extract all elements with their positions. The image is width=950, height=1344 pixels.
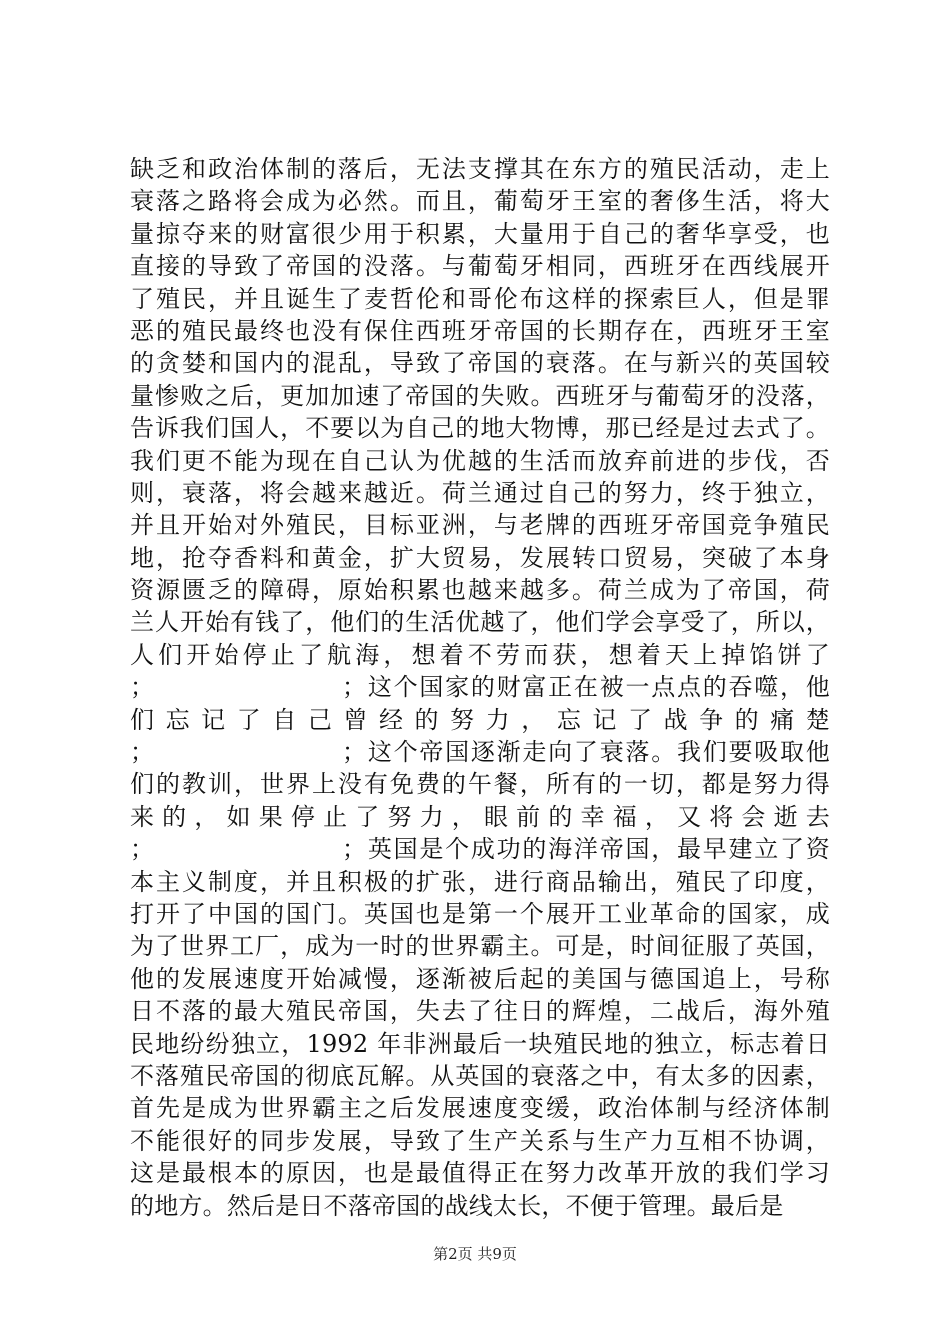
text-line: 这是最根本的原因，也是最值得正在努力改革开放的我们学习 (130, 1159, 830, 1188)
text-line: 地，抢夺香料和黄金，扩大贸易，发展转口贸易，突破了本身 (130, 543, 830, 572)
text-line: 本主义制度，并且积极的扩张，进行商品输出，殖民了印度， (130, 867, 830, 896)
text-line: 日不落的最大殖民帝国，失去了往日的辉煌，二战后，海外殖 (130, 997, 830, 1026)
text-line: 人们开始停止了航海，想着不劳而获，想着天上掉馅饼了 (130, 640, 830, 669)
text-line: 恶的殖民最终也没有保住西班牙帝国的长期存在，西班牙王室 (130, 316, 830, 345)
text-line: ； ；这个帝国逐渐走向了衰落。我们要吸取他 (130, 738, 830, 767)
text-line: 我们更不能为现在自己认为优越的生活而放弃前进的步伐，否 (130, 446, 830, 475)
text-line: 量惨败之后，更加加速了帝国的失败。西班牙与葡萄牙的没落， (130, 381, 830, 410)
body-text (130, 153, 830, 1222)
text-line: 打开了中国的国门。英国也是第一个展开工业革命的国家，成 (130, 899, 830, 928)
text-line: 衰落之路将会成为必然。而且，葡萄牙王室的奢侈生活，将大 (130, 187, 830, 216)
text-line: 了殖民，并且诞生了麦哲伦和哥伦布这样的探索巨人，但是罪 (130, 284, 830, 313)
text-line: 们的教训，世界上没有免费的午餐，所有的一切，都是努力得 (130, 770, 830, 799)
page-footer: 第2页 共9页 (433, 1245, 517, 1263)
text-line: 的地方。然后是日不落帝国的战线太长，不便于管理。最后是 (130, 1191, 784, 1220)
text-line: 民地纷纷独立，1992 年非洲最后一块殖民地的独立，标志着日 (130, 1029, 830, 1058)
text-line: 直接的导致了帝国的没落。与葡萄牙相同，西班牙在西线展开 (130, 252, 830, 281)
text-line: 为了世界工厂，成为一时的世界霸主。可是，时间征服了英国， (130, 932, 830, 961)
text-line: 他的发展速度开始减慢，逐渐被后起的美国与德国追上，号称 (130, 964, 830, 993)
text-line: 并且开始对外殖民，目标亚洲，与老牌的西班牙帝国竞争殖民 (130, 511, 830, 540)
text-line: 兰人开始有钱了，他们的生活优越了，他们学会享受了，所以， (130, 608, 830, 637)
text-line: 们忘记了自己曾经的努力，忘记了战争的痛楚 (130, 705, 830, 734)
text-line: 的贪婪和国内的混乱，导致了帝国的衰落。在与新兴的英国较 (130, 349, 830, 378)
text-line: 不能很好的同步发展，导致了生产关系与生产力互相不协调， (130, 1126, 830, 1155)
text-line: 缺乏和政治体制的落后，无法支撑其在东方的殖民活动，走上 (130, 155, 830, 183)
text-line: 资源匮乏的障碍，原始积累也越来越多。荷兰成为了帝国，荷 (130, 576, 830, 605)
text-line: 则，衰落，将会越来越近。荷兰通过自己的努力，终于独立， (130, 478, 830, 507)
text-line: ； ；英国是个成功的海洋帝国，最早建立了资 (130, 835, 830, 864)
text-line: 量掠夺来的财富很少用于积累，大量用于自己的奢华享受，也 (130, 219, 830, 248)
text-line: 不落殖民帝国的彻底瓦解。从英国的衰落之中，有太多的因素， (130, 1061, 830, 1090)
text-line: ； ；这个国家的财富正在被一点点的吞噬，他 (130, 673, 830, 702)
text-line: 来的，如果停止了努力，眼前的幸福，又将会逝去 (130, 802, 830, 831)
text-line: 告诉我们国人，不要以为自己的地大物博，那已经是过去式了。 (130, 414, 830, 443)
text-line: 首先是成为世界霸主之后发展速度变缓，政治体制与经济体制 (130, 1094, 830, 1123)
